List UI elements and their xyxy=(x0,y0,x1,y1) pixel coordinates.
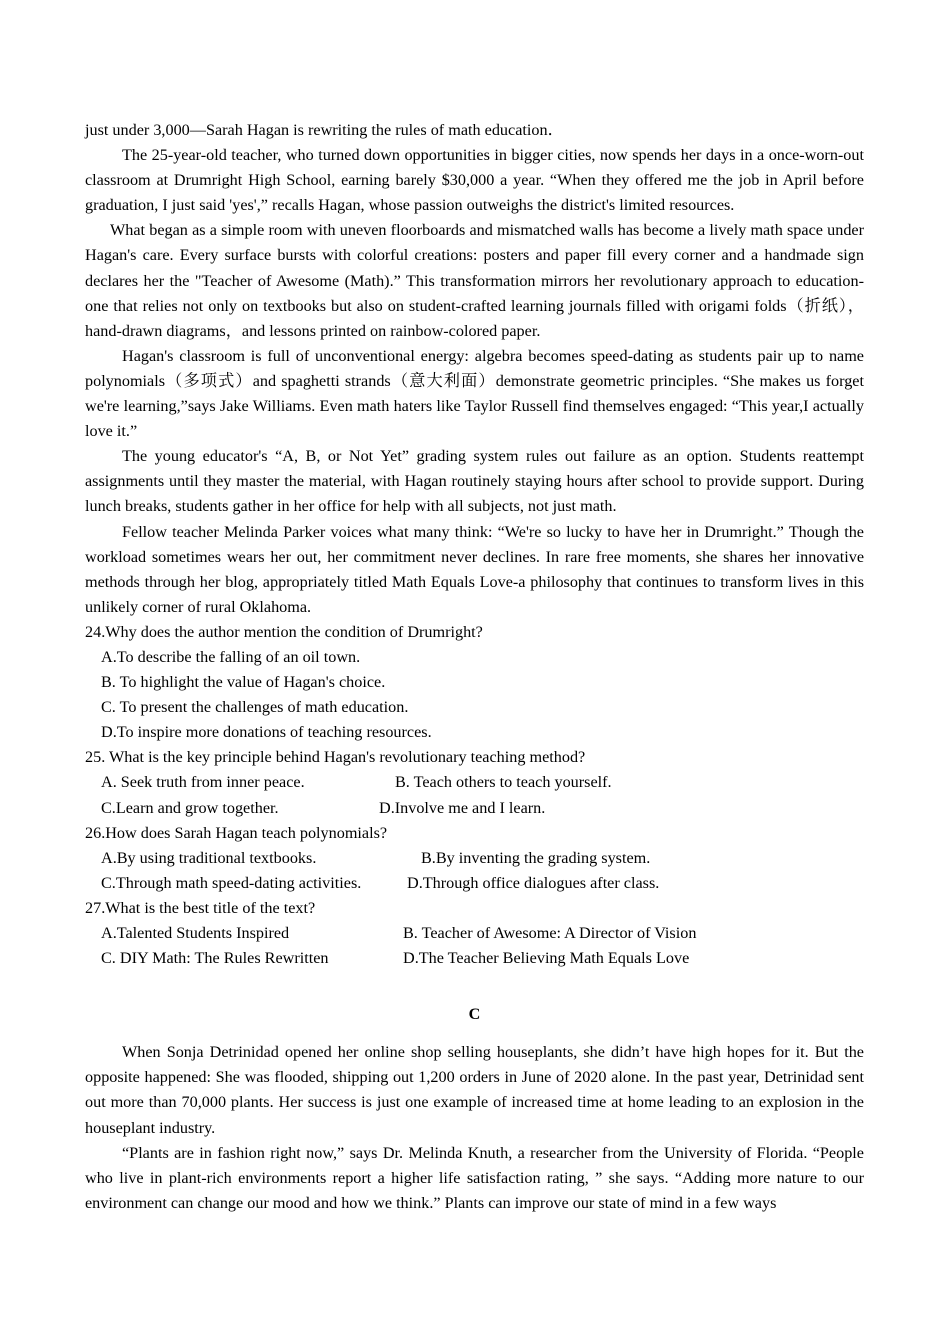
question-27-option-d[interactable]: D.The Teacher Believing Math Equals Love xyxy=(403,949,690,968)
question-27-option-b[interactable]: B. Teacher of Awesome: A Director of Vision xyxy=(403,924,697,942)
passage-c-paragraph-1: When Sonja Detrinidad opened her online shop selling houseplants, she didn’t have high hopes for it. But the opposite happened: She was flooded, shipping out 1,200 orders in June of 2020 alone. In the past year, Detrinidad sent out more than 70,000 plants. Her success is just one example of increased time at home leading to an explosion in the houseplant industry. xyxy=(85,1043,864,1137)
passage-paragraph-2: What began as a simple room with uneven floorboards and mismatched walls has become a lively math space under Hagan's care. Every surface bursts with colorful creations: posters and paper fill every corner and a handmade sign declares her the "Teacher of Awesome (Math).” This transformation mirrors her revolutionary approach to education-one that relies not only on textbooks but also on student-crafted learning journals filled with origami folds（折纸），hand-drawn diagrams，and lessons printed on rainbow-colored paper. xyxy=(85,221,864,340)
question-25-row-1 xyxy=(85,770,864,795)
section-spacer-bottom xyxy=(85,1027,864,1040)
question-26-row-1 xyxy=(85,846,864,871)
text-column xyxy=(85,118,864,1216)
question-25-option-d[interactable]: D.Involve me and I learn. xyxy=(379,798,546,817)
section-spacer-top xyxy=(85,971,864,1002)
question-27-option-c[interactable]: C. DIY Math: The Rules Rewritten xyxy=(101,949,329,968)
question-25-row-2 xyxy=(85,796,864,821)
question-25-stem: 25. What is the key principle behind Hagan's revolutionary teaching method? xyxy=(85,748,586,767)
question-24-stem: 24.Why does the author mention the condition of Drumright? xyxy=(85,622,483,641)
continued-line: just under 3,000—Sarah Hagan is rewriting the rules of math education． xyxy=(85,121,564,139)
question-25-option-c[interactable]: C.Learn and grow together. xyxy=(101,798,279,817)
question-26-stem: 26.How does Sarah Hagan teach polynomials? xyxy=(85,823,388,842)
passage-paragraph-3: Hagan's classroom is full of unconventional energy: algebra becomes speed-dating as students pair up to name polynomials（多项式）and spaghetti strands（意大利面）demonstrate geometric principles. “She makes us forget we're learning,”says Jake Williams. Even math haters like Taylor Russell find themselves engaged: “This year,I actually love it.” xyxy=(85,346,864,441)
question-27-row-1 xyxy=(85,921,864,946)
question-27-stem: 27.What is the best title of the text? xyxy=(85,898,316,917)
question-25-option-b[interactable]: B. Teach others to teach yourself. xyxy=(395,773,612,792)
passage-paragraph-1: The 25-year-old teacher, who turned down opportunities in bigger cities, now spends her days in a once-worn-out classroom at Drumright High School, earning barely $30,000 a year. “When they offered me the job in April before graduation, I just said 'yes',” recalls Hagan, whose passion outweighs the district's limited resources. xyxy=(85,146,864,215)
passage-paragraph-5: Fellow teacher Melinda Parker voices what many think: “We're so lucky to have her in Drumright.” Though the workload sometimes wears her out, her commitment never declines. In rare free moments, she shares her innovative methods through her blog, appropriately titled Math Equals Love-a philosophy that continues to transform lives in this unlikely corner of rural Oklahoma. xyxy=(85,522,864,616)
passage-c-paragraph-2: “Plants are in fashion right now,” says Dr. Melinda Knuth, a researcher from the University of Florida. “People who live in plant-rich environments report a higher life satisfaction rating, ” she says. “Adding more nature to our environment can change our mood and how we think.” Plants can improve our state of mind in a few ways xyxy=(85,1143,864,1212)
question-26-option-b[interactable]: B.By inventing the grading system. xyxy=(421,848,651,867)
question-24-option-a[interactable]: A.To describe the falling of an oil town. xyxy=(101,647,361,666)
question-24-option-c[interactable]: C. To present the challenges of math education. xyxy=(101,698,409,717)
question-25-option-a[interactable]: A. Seek truth from inner peace. xyxy=(101,773,305,792)
passage-paragraph-4: The young educator's “A, B, or Not Yet” grading system rules out failure as an option. Students reattempt assignments until they master the material, with Hagan routinely staying hours after school to provide support. During lunch breaks, students gather in her office for help with all subjects, not just math. xyxy=(85,447,864,516)
question-26-row-2 xyxy=(85,871,864,896)
section-header-c: C xyxy=(468,1005,481,1024)
question-26-option-c[interactable]: C.Through math speed-dating activities. xyxy=(101,873,362,892)
question-27-row-2 xyxy=(85,946,864,971)
question-27-option-a[interactable]: A.Talented Students Inspired xyxy=(101,924,290,942)
question-24-option-d[interactable]: D.To inspire more donations of teaching resources. xyxy=(101,723,432,742)
question-26-option-d[interactable]: D.Through office dialogues after class. xyxy=(407,873,660,892)
question-26-option-a[interactable]: A.By using traditional textbooks. xyxy=(101,848,317,867)
question-24-option-b[interactable]: B. To highlight the value of Hagan's choice. xyxy=(101,673,386,692)
